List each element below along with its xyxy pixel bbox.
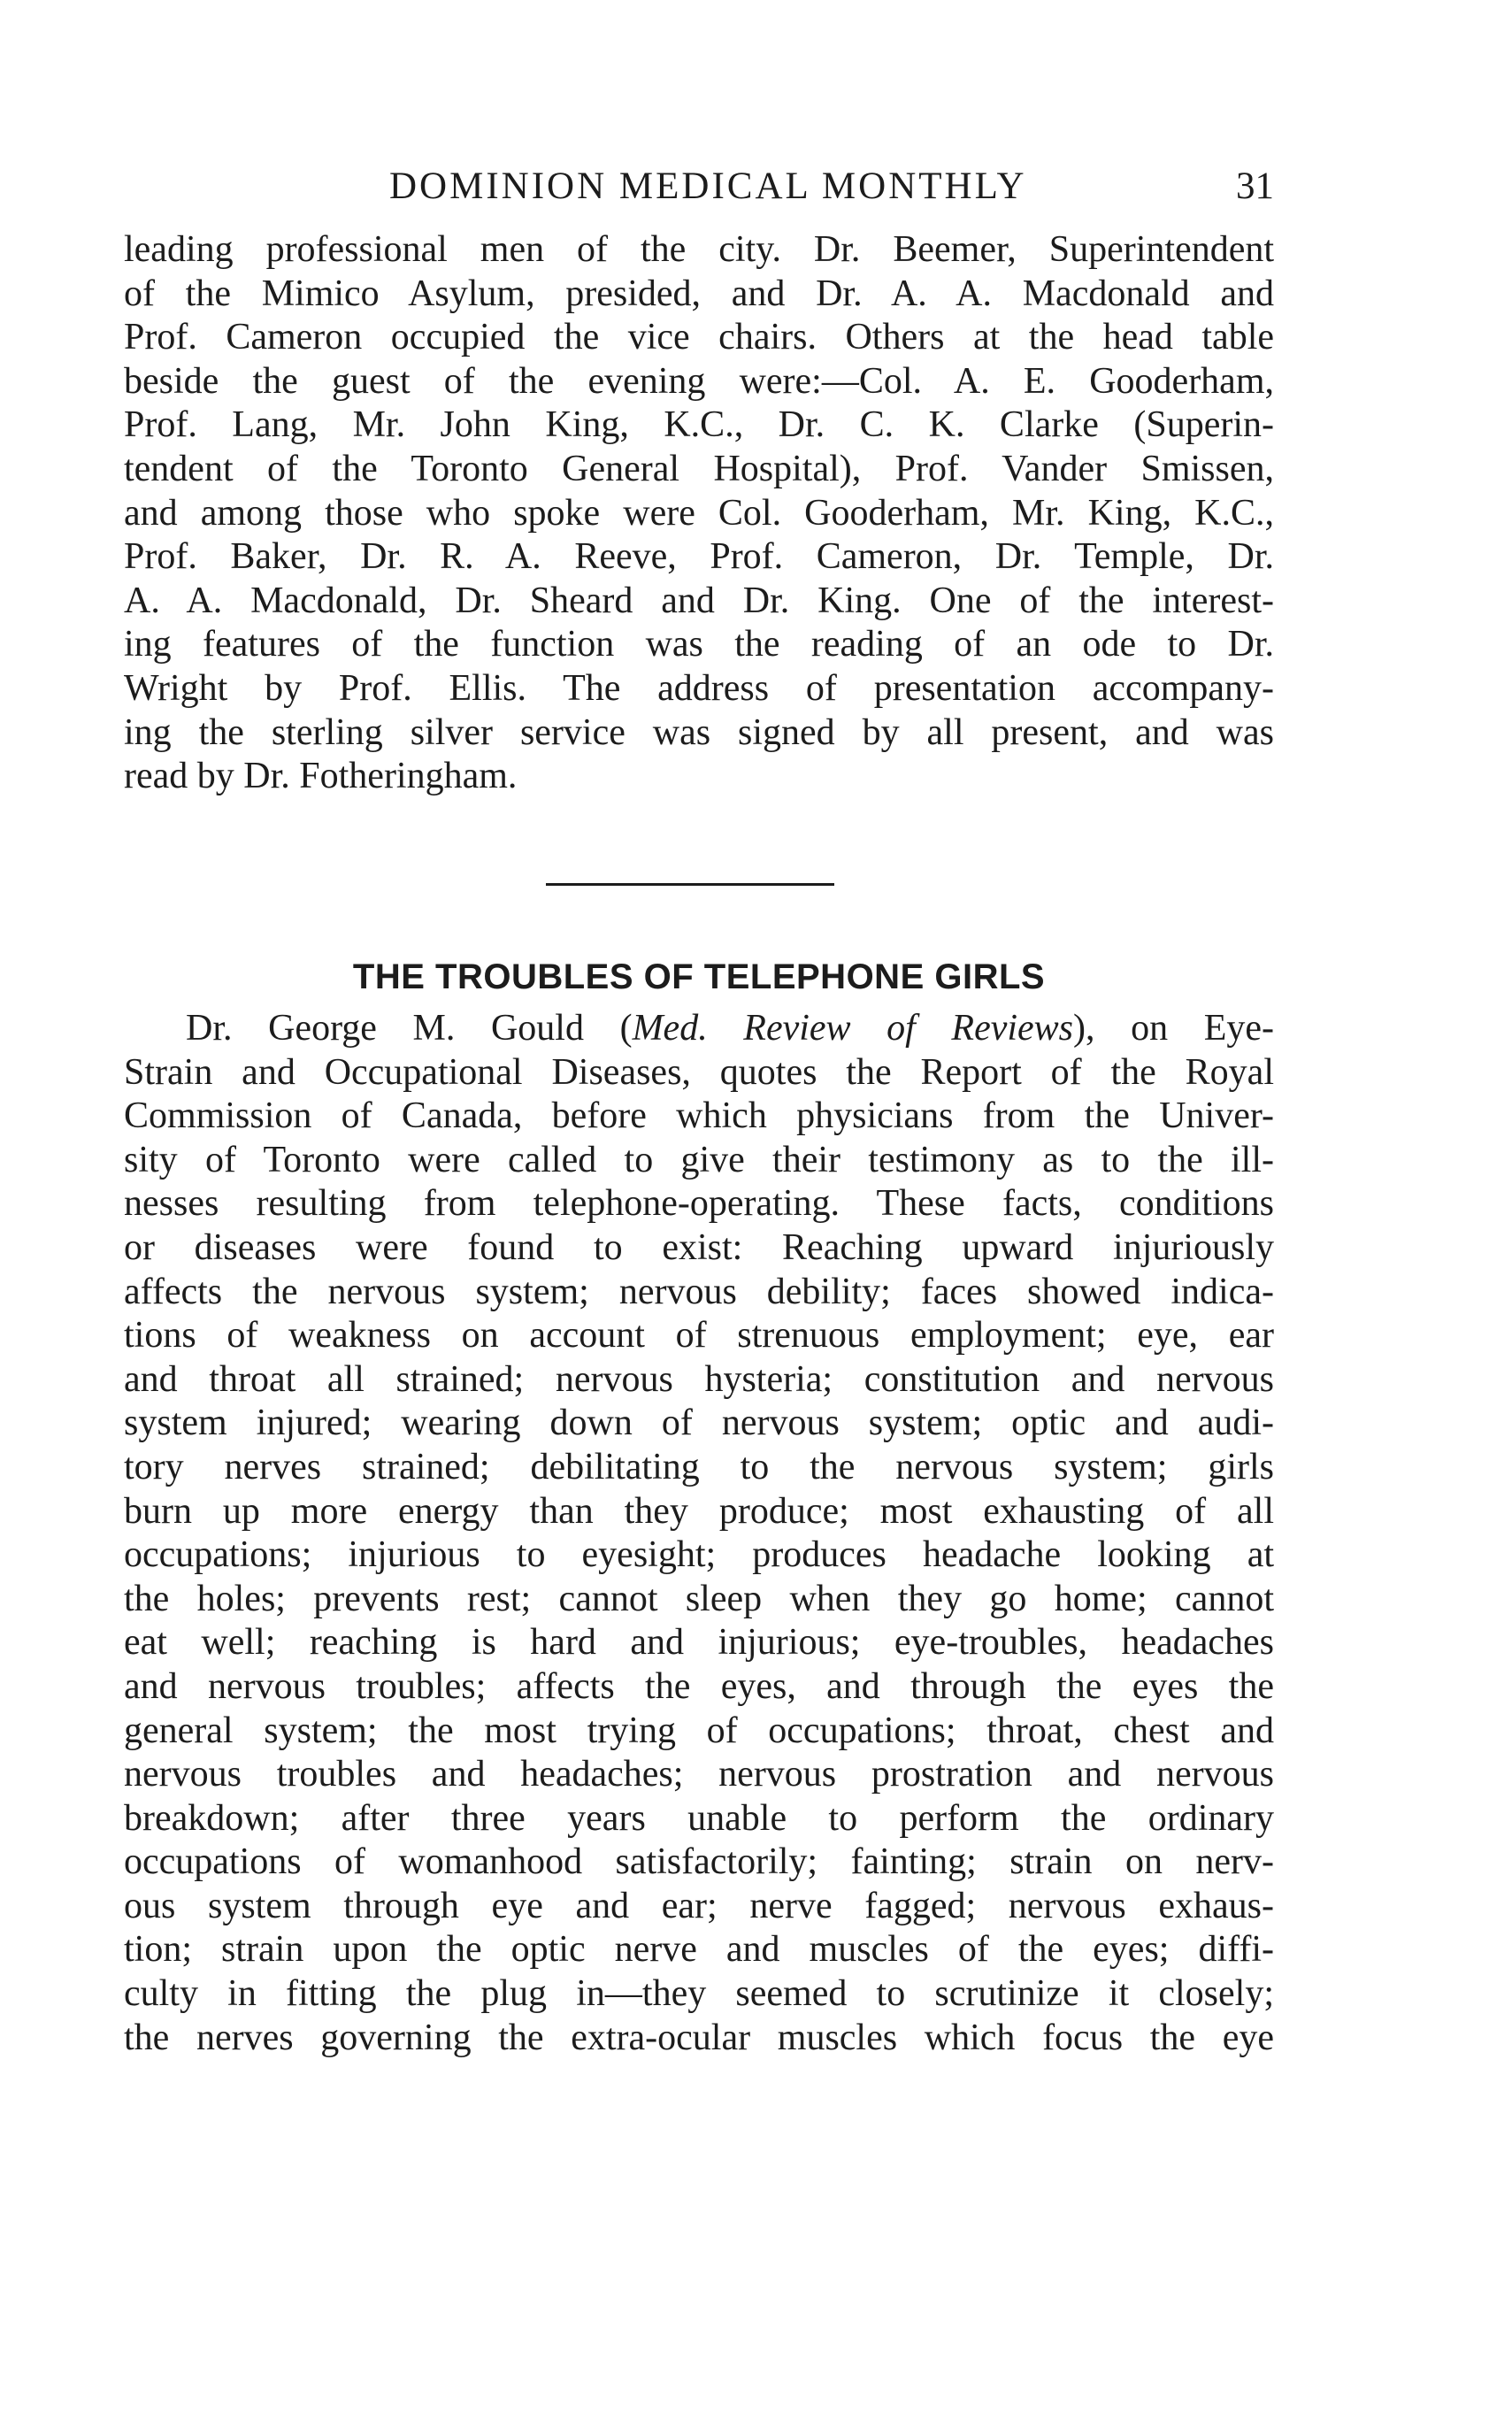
paragraph-2	[124, 1007, 1274, 2060]
text-line: ing the sterling silver service was signed by all present, and was	[124, 711, 1274, 753]
journal-title: DOMINION MEDICAL MONTHLY	[389, 165, 1027, 207]
text-line: leading professional men of the city. Dr. Beemer, Superintendent	[124, 229, 1274, 270]
text-line: system injured; wearing down of nervous system; optic and audi-	[124, 1403, 1274, 1444]
paragraph-1	[124, 228, 1274, 799]
text-run: Dr. George M. Gould (	[186, 1008, 633, 1049]
text-line: Strain and Occupational Diseases, quotes the Report of the Royal	[124, 1051, 1274, 1093]
text-line: beside the guest of the evening were:—Col. A. E. Gooderham,	[124, 360, 1274, 402]
text-line: affects the nervous system; nervous debility; faces showed indica-	[124, 1271, 1274, 1312]
text-line: Wright by Prof. Ellis. The address of presentation accompany-	[124, 667, 1274, 709]
running-head	[124, 165, 1274, 218]
text-run: ), on Eye-	[1073, 1008, 1274, 1049]
text-line: ous system through eye and ear; nerve fagged; nervous exhaus-	[124, 1885, 1274, 1926]
page-number: 31	[1236, 165, 1274, 207]
text-line: or diseases were found to exist: Reaching upward injuriously	[124, 1226, 1274, 1268]
text-line: of the Mimico Asylum, presided, and Dr. A. A. Macdonald and	[124, 273, 1274, 314]
text-line: ing features of the function was the reading of an ode to Dr.	[124, 624, 1274, 665]
citation-title: Med. Review of Reviews	[632, 1008, 1074, 1049]
text-line: the holes; prevents rest; cannot sleep when they go home; cannot	[124, 1578, 1274, 1619]
text-line: occupations; injurious to eyesight; produces headache looking at	[124, 1534, 1274, 1576]
text-line-first	[124, 1007, 1274, 1051]
text-line: tory nerves strained; debilitating to the nervous system; girls	[124, 1446, 1274, 1487]
text-line: Prof. Lang, Mr. John King, K.C., Dr. C. K. Clarke (Superin-	[124, 404, 1274, 446]
text-line: occupations of womanhood satisfactorily; fainting; strain on nerv-	[124, 1841, 1274, 1883]
text-line: tions of weakness on account of strenuous employment; eye, ear	[124, 1315, 1274, 1357]
text-line: and nervous troubles; affects the eyes, and through the eyes the	[124, 1665, 1274, 1707]
text-line: Commission of Canada, before which physicians from the Univer-	[124, 1095, 1274, 1137]
text-line: and throat all strained; nervous hysteria; constitution and nervous	[124, 1358, 1274, 1400]
text-line: the nerves governing the extra-ocular muscles which focus the eye	[124, 2017, 1274, 2058]
text-line: tendent of the Toronto General Hospital), Prof. Vander Smissen,	[124, 448, 1274, 489]
text-line: nervous troubles and headaches; nervous prostration and nervous	[124, 1754, 1274, 1795]
text-line: Prof. Baker, Dr. R. A. Reeve, Prof. Cameron, Dr. Temple, Dr.	[124, 536, 1274, 578]
text-line: read by Dr. Fotheringham.	[124, 756, 518, 797]
text-line: and among those who spoke were Col. Gooderham, Mr. King, K.C.,	[124, 492, 1274, 534]
text-line: breakdown; after three years unable to perform the ordinary	[124, 1797, 1274, 1839]
text-line: nesses resulting from telephone-operating. These facts, conditions	[124, 1183, 1274, 1225]
text-line: tion; strain upon the optic nerve and muscles of the eyes; diffi-	[124, 1929, 1274, 1971]
text-line: A. A. Macdonald, Dr. Sheard and Dr. King. One of the interest-	[124, 580, 1274, 621]
text-line: eat well; reaching is hard and injurious; eye-troubles, headaches	[124, 1622, 1274, 1664]
text-line: sity of Toronto were called to give their testimony as to the ill-	[124, 1139, 1274, 1180]
section-divider	[546, 883, 834, 886]
text-line: culty in fitting the plug in—they seemed to scrutinize it closely;	[124, 1973, 1274, 2015]
section-title: THE TROUBLES OF TELEPHONE GIRLS	[352, 957, 1046, 996]
text-line: burn up more energy than they produce; most exhausting of all	[124, 1490, 1274, 1532]
text-line: Prof. Cameron occupied the vice chairs. Others at the head table	[124, 317, 1274, 358]
text-line: general system; the most trying of occupations; throat, chest and	[124, 1710, 1274, 1751]
